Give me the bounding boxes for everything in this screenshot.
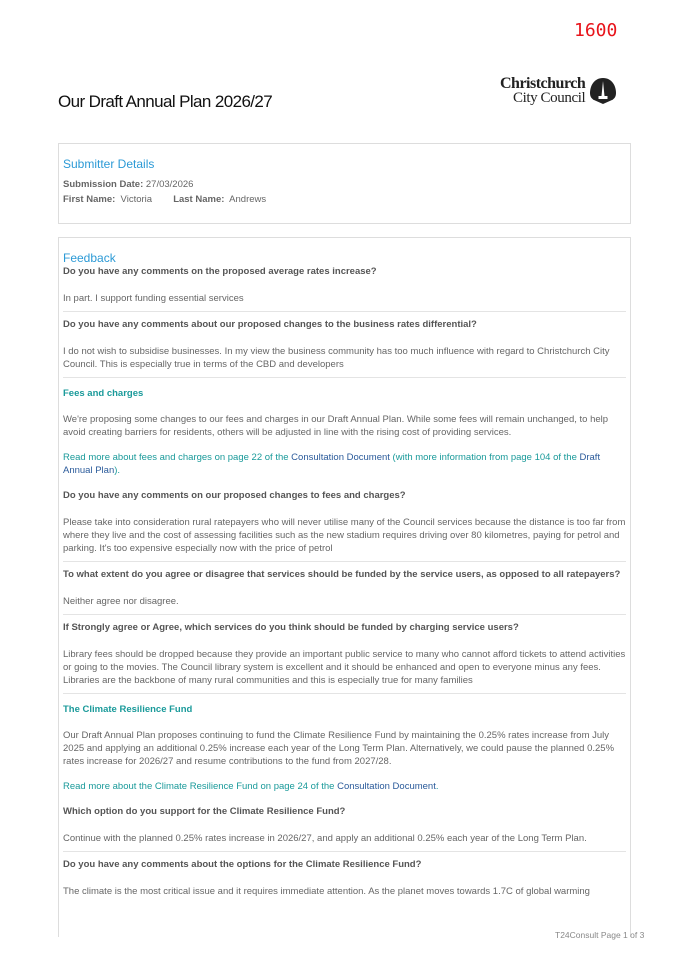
divider [63,693,626,694]
answer: Continue with the planned 0.25% rates increase in 2026/27, and apply an additional 0.25% each year of the Long Term Plan. [63,833,587,844]
question: Which option do you support for the Climate Resilience Fund? [63,806,346,817]
consultation-document-link[interactable]: Consultation Document [291,452,390,463]
question: Do you have any comments on the proposed average rates increase? [63,266,377,277]
section-heading-climate: The Climate Resilience Fund [63,704,193,715]
divider [63,561,626,562]
date-label: Submission Date: [63,179,144,190]
answer: I do not wish to subsidise businesses. In my view the business community has too much influence with regard to Christchurch City Council. This is especially true in terms of the CBD and developers [63,346,610,370]
submitter-heading: Submitter Details [63,157,155,171]
submission-date: 27/03/2026 [145,179,194,190]
link-text: ). [114,465,121,476]
stamp-number: 1600 [574,20,618,41]
draft-annual-plan-link[interactable]: Draft Annual Plan [63,452,601,476]
fees-read-more [63,451,626,477]
link-text: . [435,781,439,792]
link-text: Read more about the Climate Resilience Fund on page 24 of the [63,781,338,792]
page-footer: T24Consult Page 1 of 3 [555,930,645,940]
consultation-document-link[interactable]: Consultation Document [337,781,436,792]
divider [63,311,626,312]
climate-read-more [63,780,626,793]
question: If Strongly agree or Agree, which services do you think should be funded by charging service users? [63,622,519,633]
question: To what extent do you agree or disagree that services should be funded by the service users, as opposed to all ratepayers? [63,569,621,580]
feedback-heading: Feedback [63,251,116,265]
fees-paragraph: We're proposing some changes to our fees and charges in our Draft Annual Plan. While some fees will remain unchanged, to help avoid creating barriers for residents, others will be adjusted in line with the rising cost of providing services. [63,414,609,438]
last-name-label: Last Name: [173,194,225,205]
divider [63,614,626,615]
link-text: Read more about fees and charges on page 22 of the [63,452,292,463]
question: Do you have any comments about our proposed changes to the business rates differential? [63,319,477,330]
first-name-label: First Name: [63,194,116,205]
answer: Neither agree nor disagree. [63,596,179,607]
answer: In part. I support funding essential services [63,293,244,304]
divider [63,377,626,378]
feedback-panel [58,237,631,937]
last-name: Andrews [229,194,267,205]
link-text: (with more information from page 104 of the [389,452,580,463]
divider [63,851,626,852]
answer: The climate is the most critical issue and it requires immediate attention. As the planet moves towards 1.7C of global warming [63,886,590,897]
answer: Library fees should be dropped because they provide an important public service to many who cannot afford tickets to attend activities or going to the movies. The Council library system is excellent and it should be enhanced and open to everyone minus any fees. Libraries are the backbone of many rural communities and this is especially true for many families [63,649,626,686]
logo-line2: City Council [512,90,586,106]
cathedral-logo-icon [588,76,618,106]
answer: Please take into consideration rural ratepayers who will never utilise many of the Council services because the distance is too far from where they live and the cost of assessing facilities such as the new stadium requires driving over 80 kilometres, paying for petrol and parking. It's too expensive especially now with the price of petrol [63,517,626,554]
submitter-details-panel [58,143,631,224]
logo-line1: Christchurch [500,75,586,92]
council-logo [500,76,618,106]
question: Do you have any comments on our proposed changes to fees and charges? [63,490,406,501]
climate-paragraph: Our Draft Annual Plan proposes continuing to fund the Climate Resilience Fund by maintaining the 0.25% rates increase from July 2025 and applying an additional 0.25% increase each year of the Long Term Plan. Alternatively, we could pause the planned 0.25% rates increase for 2026/27 and resume contributions to the fund from 2027/28. [63,730,615,767]
question: Do you have any comments about the options for the Climate Resilience Fund? [63,859,422,870]
section-heading-fees: Fees and charges [63,388,144,399]
page-title: Our Draft Annual Plan 2026/27 [58,92,273,111]
first-name: Victoria [120,194,153,205]
